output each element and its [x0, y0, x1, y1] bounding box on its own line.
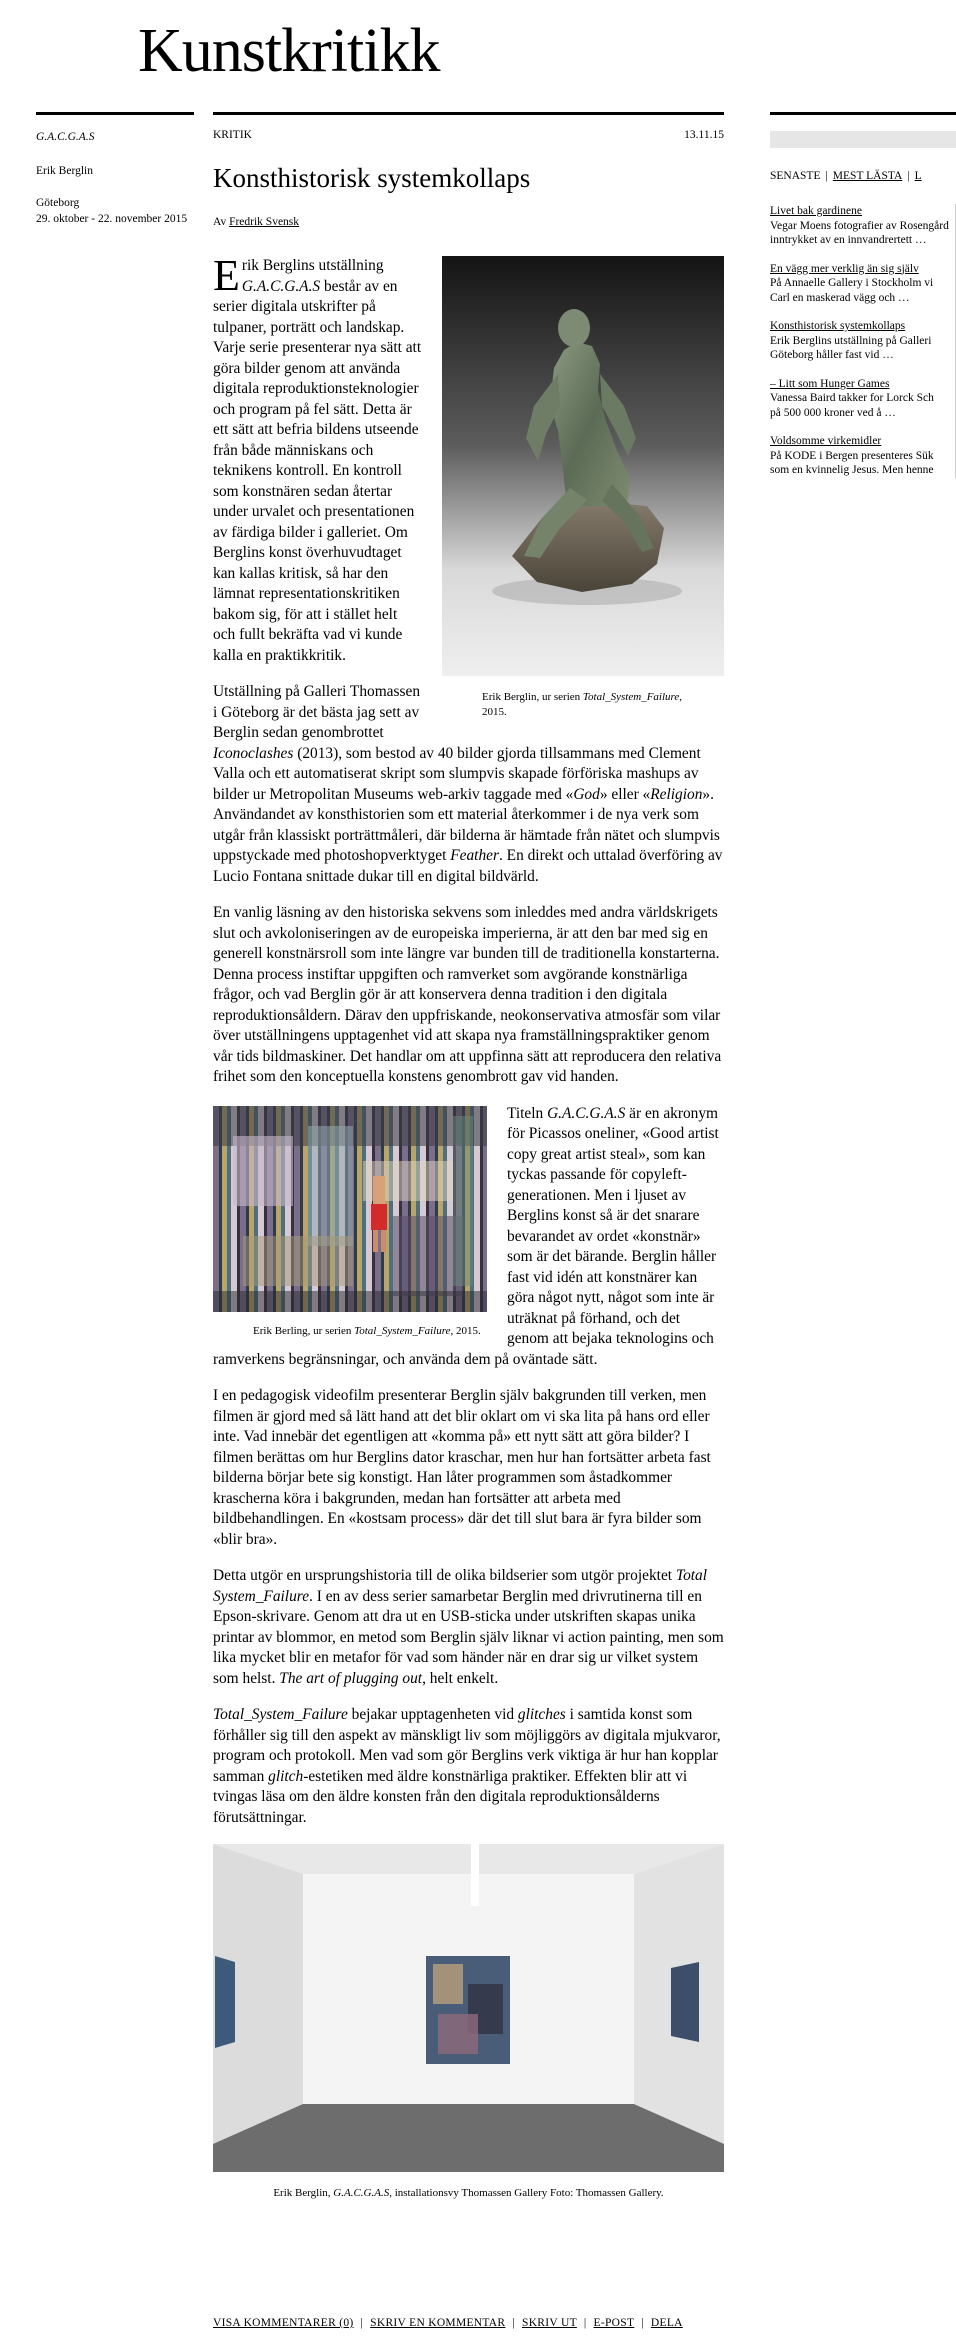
- figure-caption: Erik Berglin, ur serien Total_System_Failure, 2015.: [482, 691, 683, 718]
- list-item[interactable]: – Litt som Hunger Games Vanessa Baird takker for Lorck Sch på 500 000 kroner ved å …: [770, 377, 934, 419]
- article-actions: VISA KOMMENTARER (0) | SKRIV EN KOMMENTAR | SKRIV UT | E-POST | DELA: [213, 2317, 683, 2329]
- exhibition-title: G.A.C.G.A.S: [36, 131, 95, 143]
- list-item-title[interactable]: Konsthistorisk systemkollaps: [770, 320, 906, 332]
- tab-more[interactable]: L: [914, 170, 922, 182]
- dropcap: E: [213, 251, 240, 300]
- list-item[interactable]: Konsthistorisk systemkollaps Erik Berglins utställning på Galleri Göteborg håller fast vid …: [770, 320, 932, 361]
- list-item[interactable]: Livet bak gardinene Vegar Moens fotografier av Rosengård inntrykket av en innvandrertett …: [770, 205, 949, 246]
- figure-glitch: [213, 1106, 487, 1339]
- site-logo[interactable]: Kunstkritikk: [138, 17, 440, 85]
- show-comments-link[interactable]: VISA KOMMENTARER (0): [213, 2317, 354, 2329]
- paragraph-3: En vanlig läsning av den historiska sekvens som inleddes med andra världskrigets slut och avkoloniseringen av de europeiska imperierna, är att den bar med sig en generell konstnärsroll som inte längre var bunden till de traditionella konstarterna. Denna process instiftar uppgiften och ramverket som avgörande konstnärliga frågor, och vad Berglin gör är att konservera denna tradition i den digitala reproduktionsåldern. Därav den uppfriskande, neokonservativa atmosfär som vilar över utställningens upptagenhet vid att skapa nya framställningspraktiker genom vår tids bildmaskiner. Det handlar om att uppfinna sätt att reproducera den relativa frihet som den konceptuella konstens genombrott gav vid handen.: [213, 904, 722, 1085]
- sidebar-list: [770, 204, 956, 478]
- list-item-title[interactable]: Livet bak gardinene: [770, 205, 862, 217]
- list-item-title[interactable]: – Litt som Hunger Games: [770, 377, 890, 390]
- paragraph-7: Total_System_Failure bejakar upptagenheten vid glitches i samtida konst som förhåller sig till den aspekt av mänskligt liv som möjliggörs av digitala mjukvaror, program och protokoll. Men vad som gör Berglins verk viktiga är hur han kopplar samman glitch-estetiken med äldre konstnärliga praktiker. Effekten blir att vi tvingas läsa om den äldre konsten från den digitala reproduktionsålderns förutsättningar.: [213, 1706, 721, 1826]
- paragraph-5: I en pedagogisk videofilm presenterar Berglin själv bakgrunden till verken, men filmen är gjord med så lätt hand att det blir oklart om vi ska lita på hans ord eller inte. Vad innebär det egentligen att «komma på» ett nytt sätt att göra bilder? I filmen berättas om hur Berglins dator kraschar, men hur han fortsätter arbeta fast bilderna börjar bete sig konstigt. Han låter programmen som åstadkommer krascherna köra i bakgrunden, medan han fortsätter att arbeta med bildbehandlingen. En «kostsam process» där det till slut bara är fyra bilder som «blir bra».: [213, 1387, 711, 1548]
- paragraph-6: Detta utgör en ursprungshistoria till de olika bildserier som utgör projektet Total System_Failure. I en av dess serier samarbetar Berglin med drivrutinerna till en Epson-skrivare. Genom att dra ut en USB-sticka under utskriften skapas unika printar av blommor, en metod som Berglin själv liknar vi action painting, men som lika mycket blir en metafor för vad som händer när en drar sig ur vilket system som helst. The art of plugging out, helt enkelt.: [213, 1567, 724, 1687]
- share-link[interactable]: DELA: [650, 2317, 683, 2329]
- article-meta: [213, 115, 724, 149]
- sidebar-banner: [770, 131, 956, 148]
- author-link[interactable]: Fredrik Svensk: [229, 216, 300, 228]
- write-comment-link[interactable]: SKRIV EN KOMMENTAR: [370, 2317, 506, 2329]
- tab-latest[interactable]: SENASTE: [770, 170, 821, 182]
- exhibition-dates: 29. oktober - 22. november 2015: [36, 213, 188, 225]
- tab-most-read[interactable]: MEST LÄSTA: [832, 170, 903, 182]
- glitch-illustration: [213, 1106, 487, 1312]
- installation-illustration: [213, 1844, 724, 2172]
- list-item[interactable]: Voldsomme virkemidler På KODE i Bergen presenteres Sük som en kvinnelig Jesus. Men henne: [770, 435, 934, 476]
- email-link[interactable]: E-POST: [593, 2317, 635, 2329]
- article-body: [213, 251, 724, 2201]
- figure-statue: [442, 256, 724, 720]
- print-link[interactable]: SKRIV UT: [522, 2317, 577, 2329]
- installation-image: [213, 1844, 724, 2172]
- sidebar-articles: [770, 112, 956, 492]
- sidebar-tabs: SENASTE | MEST LÄSTA | L: [770, 170, 922, 182]
- list-item[interactable]: En vägg mer verklig än sig själv På Annaelle Gallery i Stockholm vi Carl en maskerad vägg och …: [770, 262, 934, 304]
- figure-caption: Erik Berglin, G.A.C.G.A.S, installationsvy Thomassen Gallery Foto: Thomassen Gallery.: [273, 2187, 664, 2199]
- exhibition-city: Göteborg: [36, 197, 80, 209]
- glitch-image: [213, 1106, 487, 1312]
- figure-caption: Erik Berling, ur serien Total_System_Failure, 2015.: [253, 1324, 481, 1337]
- figure-installation: [213, 1844, 724, 2201]
- byline: [213, 216, 724, 256]
- paragraph-4: Titeln G.A.C.G.A.S är en akronym för Picassos oneliner, «Good artist copy great artist steal», som kan tyckas passande för copyleft-generationen. Men i ljuset av Berglins konst så är det snarare bevarandet av ordet «konstnär» som är det bärande. Berglin håller fast vid idén att konstnärer kan göra något nytt, något som inte är uträknat på förhand, och det genom att bejaka teknologins och ramverkens begränsningar, och använda dem på oväntade sätt.: [213, 1104, 719, 1368]
- paragraph-1: Erik Berglins utställning G.A.C.G.A.S består av en serier digitala utskrifter på tulpaner, porträtt och landskap. Varje serie presenterar nya sätt att göra bilder genom att använda digitala reproduktionsteknologier och program på fel sätt. Detta är ett sätt att befria bildens utseende från både människans och teknikens kontroll. En kontroll som konstnären sedan återtar under urvalet och presentationen av färdiga bilder i galleriet. Om Berglins konst överhuvudtaget kan kallas kritisk, så har den lämnat representationskritiken bakom sig, för att i stället helt och fullt bekräfta vad vi kunde kalla en praktikkritik.: [213, 251, 422, 664]
- list-item-title[interactable]: En vägg mer verklig än sig själv: [770, 262, 919, 275]
- article-category[interactable]: KRITIK: [213, 129, 252, 141]
- artist-name: Erik Berglin: [36, 165, 93, 177]
- byline-prefix: Av: [213, 216, 227, 228]
- article: [213, 112, 724, 2201]
- exhibition-info: [36, 112, 194, 227]
- statue-illustration: [442, 256, 724, 676]
- paragraph-2: Utställning på Galleri Thomassen i Göteborg är det bästa jag sett av Berglin sedan genombrottet Iconoclashes (2013), som bestod av 40 bilder gjorda tillsammans med Clement Valla och ett automatiserat skript som slumpvis skapade förföriska mashups av bilder ur Metropolitan Museums web-arkiv taggade med «God» eller «Religion». Användandet av konsthistorien som ett material återkommer i de nya verk som utgår från klassiskt porträttmåleri, där bilderna är hämtade från nätet och slumpvis uppstyckade med photoshopverktyget Feather. En direkt och uttalad överföring av Lucio Fontana snittade dukar till en digital bildvärld.: [213, 683, 723, 885]
- article-title: Konsthistorisk systemkollaps: [213, 163, 531, 193]
- article-date: 13.11.15: [684, 129, 724, 141]
- statue-image: [442, 256, 724, 676]
- list-item-title[interactable]: Voldsomme virkemidler: [770, 435, 882, 447]
